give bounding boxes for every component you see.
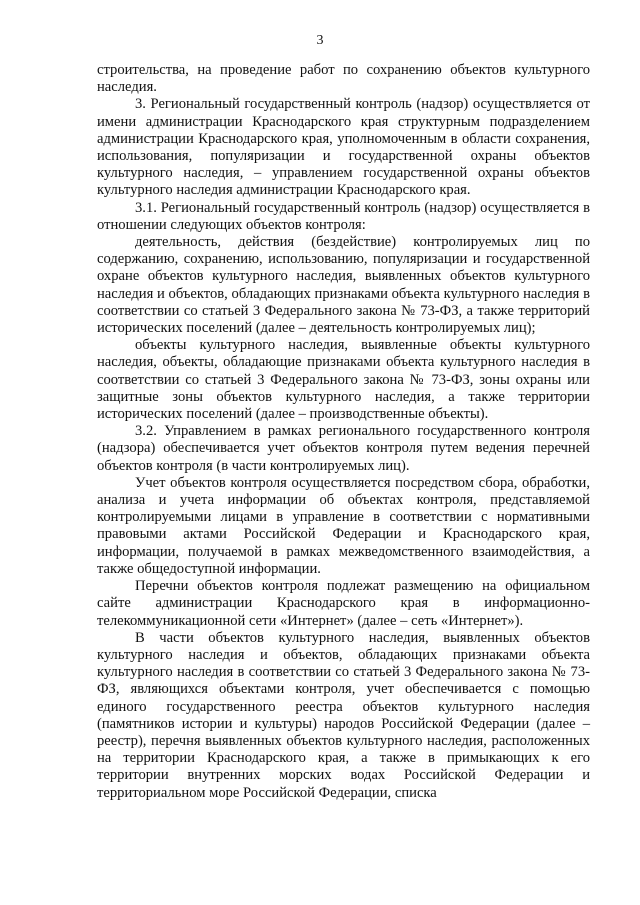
paragraph-activity-item: деятельность, действия (бездействие) контролируемых лиц по содержанию, сохранению, использованию, популяризации и государственной охране объектов культурного наследия, выявленных объектов культурного наследия и объектов, обладающих признаками объекта культурного наследия в соответствии со статьей 3 Федерального закона № 73-ФЗ, а также территорий исторических поселений (далее – деятельность контролируемых лиц); bbox=[97, 234, 590, 337]
paragraph-objects-item: объекты культурного наследия, выявленные объекты культурного наследия, объекты, обладающие признаками объекта культурного наследия в соответствии со статьей 3 Федерального закона № 73-ФЗ, зоны охраны или защитные зоны объектов культурного наследия, а также территории исторических поселений (далее – производственные объекты). bbox=[97, 337, 590, 423]
page-number: 3 bbox=[316, 33, 324, 48]
paragraph-continuation: строительства, на проведение работ по сохранению объектов культурного наследия. bbox=[97, 62, 590, 96]
paragraph-section-3: 3. Региональный государственный контроль (надзор) осуществляется от имени администрации Краснодарского края структурным подразделением администрации Краснодарского края, уполномоченным в области сохранения, использования, популяризации и государственной охраны объектов культурного наследия, – управлением государственной охраны объектов культурного наследия администрации Краснодарского края. bbox=[97, 96, 590, 199]
paragraph-registry: В части объектов культурного наследия, выявленных объектов культурного наследия и объектов, обладающих признаками объекта культурного наследия в соответствии со статьей 3 Федерального закона № 73-ФЗ, являющихся объектами контроля, учет обеспечивается с помощью единого государственного реестра объектов культурного наследия (памятников истории и культуры) народов Российской Федерации (далее – реестр), перечня выявленных объектов культурного наследия, расположенных на территории Краснодарского края, а также в примыкающих к его территории внутренних морских водах Российской Федерации и территориальном море Российской Федерации, списка bbox=[97, 629, 590, 801]
paragraph-section-3-1: 3.1. Региональный государственный контроль (надзор) осуществляется в отношении следующих объектов контроля: bbox=[97, 199, 590, 233]
document-body bbox=[97, 62, 590, 802]
paragraph-section-3-2: 3.2. Управлением в рамках регионального государственного контроля (надзора) обеспечивается учет объектов контроля путем ведения перечней объектов контроля (в части контролируемых лиц). bbox=[97, 423, 590, 474]
paragraph-publication: Перечни объектов контроля подлежат размещению на официальном сайте администрации Краснодарского края в информационно-телекоммуникационной сети «Интернет» (далее – сеть «Интернет»). bbox=[97, 578, 590, 629]
paragraph-accounting: Учет объектов контроля осуществляется посредством сбора, обработки, анализа и учета информации об объектах контроля, представляемой контролируемыми лицами в управление в соответствии с нормативными правовыми актами Российской Федерации и Краснодарского края, информации, получаемой в рамках межведомственного взаимодействия, а также общедоступной информации. bbox=[97, 474, 590, 577]
